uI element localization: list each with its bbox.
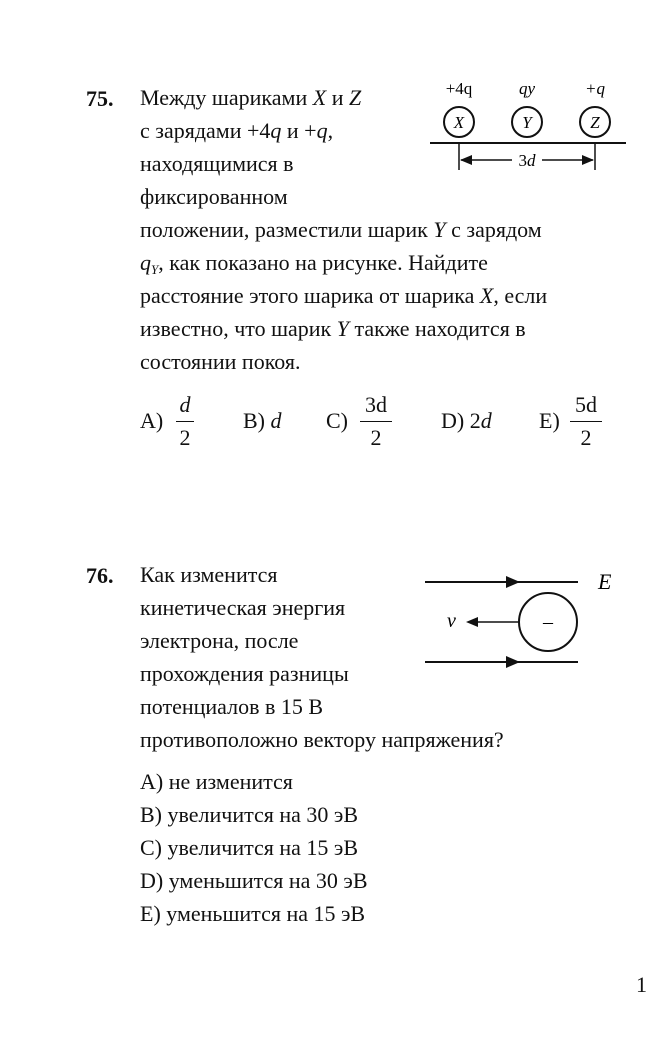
q75-answer-c-denominator: 2	[370, 425, 382, 450]
q75-answer-a-numerator: d	[179, 392, 191, 417]
distance-label: 3d	[518, 151, 536, 170]
q76-text-line-2: кинетическая энергия	[140, 595, 346, 620]
velocity-label: v	[447, 610, 456, 632]
arrowhead-left-icon	[460, 155, 472, 165]
ball-x-letter: X	[453, 113, 465, 132]
q75-text-line-7: расстояние этого шарика от шарика X, если	[140, 283, 548, 308]
q76-answer-b[interactable]: B) увеличится на 30 эВ	[140, 802, 359, 827]
q75-text-line-4: фиксированном	[140, 184, 288, 209]
question-75-number: 75.	[86, 86, 114, 111]
q75-answer-b[interactable]: B) d	[243, 408, 282, 433]
q75-answer-a-denominator: 2	[179, 425, 191, 450]
q75-answer-c-fraction[interactable]	[356, 394, 396, 449]
charge-y-label: qy	[518, 80, 536, 98]
ball-z-letter: Z	[590, 113, 600, 132]
q75-answer-c-label[interactable]: C)	[326, 408, 348, 433]
q75-answer-e-label[interactable]: E)	[539, 408, 560, 433]
velocity-arrow-icon	[466, 617, 478, 627]
q76-answer-d[interactable]: D) уменьшится на 30 эВ	[140, 868, 368, 893]
page-number: 1	[636, 972, 647, 997]
q75-answer-e-fraction[interactable]	[566, 394, 606, 449]
q75-answer-a-label[interactable]: A)	[140, 408, 164, 433]
q75-text-line-8: известно, что шарик Y также находится в	[140, 316, 526, 341]
q75-answer-d[interactable]: D) 2d	[441, 408, 492, 433]
q75-text-line-3: находящимися в	[140, 151, 294, 176]
q76-electron-field-figure	[420, 566, 620, 676]
question-76-number: 76.	[86, 563, 114, 588]
q75-answer-c-numerator: 3d	[365, 392, 387, 417]
q75-text-line-2: с зарядами +4q и +q,	[140, 118, 334, 143]
q75-answer-e-numerator: 5d	[575, 392, 597, 417]
q76-text-line-5: потенциалов в 15 В	[140, 694, 324, 719]
q76-answer-e[interactable]: E) уменьшится на 15 эВ	[140, 901, 366, 926]
q76-text-line-1: Как изменится	[140, 562, 278, 587]
q75-charges-figure	[428, 80, 628, 180]
q75-answer-e-denominator: 2	[580, 425, 592, 450]
q75-text-line-5: положении, разместили шарик Y с зарядом	[140, 217, 542, 242]
arrowhead-right-icon	[582, 155, 594, 165]
q76-answer-c[interactable]: C) увеличится на 15 эВ	[140, 835, 359, 860]
field-arrow-bottom-icon	[506, 656, 520, 668]
q75-text-line-9: состоянии покоя.	[140, 349, 301, 374]
q76-text-line-4: прохождения разницы	[140, 661, 349, 686]
electron-sign: –	[543, 611, 553, 633]
ball-y-letter: Y	[522, 113, 532, 132]
q75-answer-a-fraction[interactable]	[165, 394, 205, 449]
q76-answer-a[interactable]: A) не изменится	[140, 769, 293, 794]
charge-x-label: +4q	[445, 80, 473, 98]
charge-z-label: +q	[585, 80, 605, 98]
q76-text-line-3: электрона, после	[140, 628, 299, 653]
q75-text-line-6: $q_Y$, как показано на рисунке. Найдите	[140, 250, 488, 277]
q76-text-line-6: противоположно вектору напряжения?	[140, 727, 504, 752]
field-arrow-top-icon	[506, 576, 520, 588]
q75-text-line-1: Между шариками X и Z	[140, 85, 362, 110]
field-label: E	[598, 569, 612, 594]
